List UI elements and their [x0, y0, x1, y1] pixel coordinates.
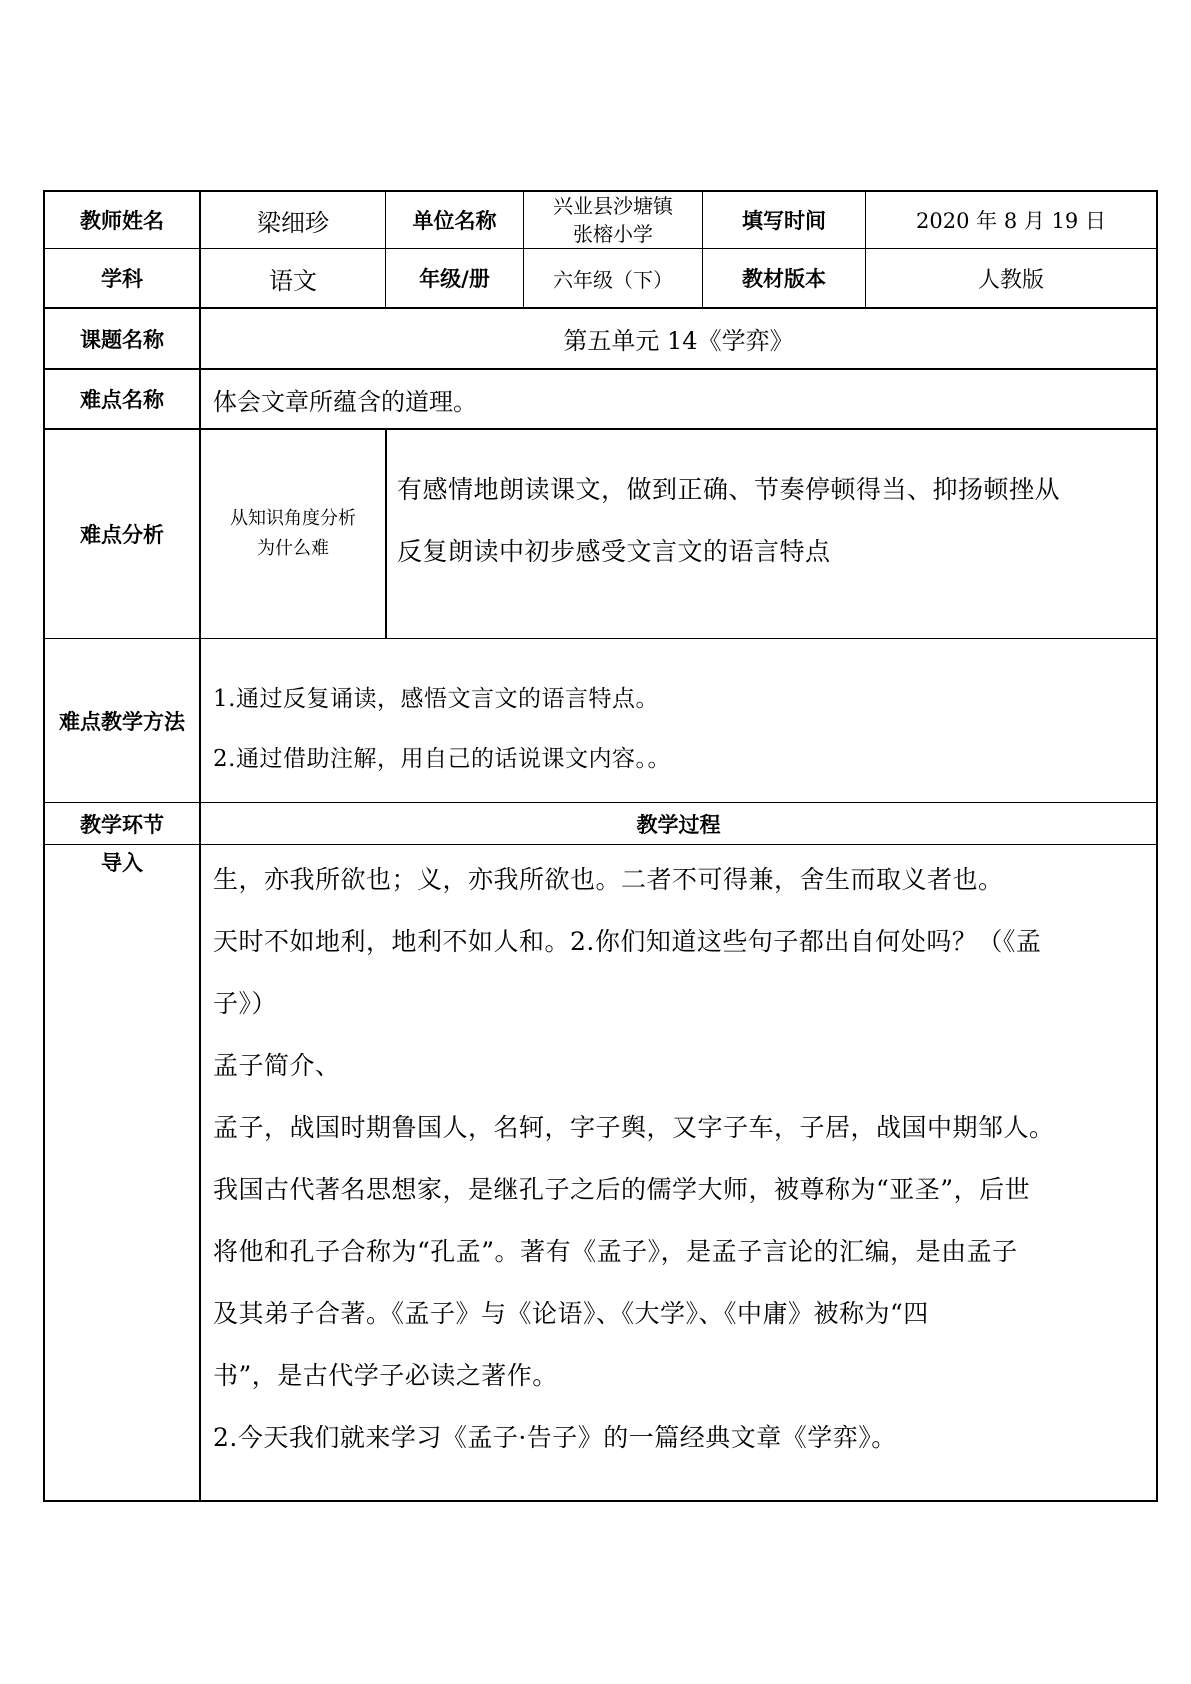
unit-name-line: 张榕小学 — [573, 222, 653, 246]
lesson-title-value: 第五单元 14《学弈》 — [563, 327, 794, 355]
intro-text-line: 及其弟子合著。《孟子》与《论语》、《大学》、《中庸》被称为“四 — [213, 1299, 929, 1328]
lesson-title-label: 课题名称 — [80, 327, 164, 352]
intro-text-line: 孟子，战国时期鲁国人，名轲，字子舆，又字子车，子居，战国中期邹人。 — [213, 1113, 1055, 1142]
intro-text-line: 将他和孔子合称为“孔孟”。著有《孟子》，是孟子言论的汇编，是由孟子 — [213, 1237, 1018, 1266]
analysis-text-line: 有感情地朗读课文，做到正确、节奏停顿得当、抑扬顿挫从 — [397, 475, 1061, 504]
fill-date-value: 2020 年 8 月 19 日 — [916, 209, 1106, 233]
difficulty-label: 难点名称 — [80, 388, 164, 412]
grade-label: 年级/册 — [419, 267, 490, 291]
row-divider — [45, 638, 1156, 639]
fill-date-label: 填写时间 — [742, 209, 826, 233]
row-divider — [45, 844, 1156, 845]
intro-text-line: 书”，是古代学子必读之著作。 — [213, 1361, 558, 1390]
analysis-sub-label-line: 从知识角度分析 — [230, 508, 356, 529]
method-text-line: 1.通过反复诵读，感悟文言文的语言特点。 — [213, 686, 659, 712]
analysis-text-line: 反复朗读中初步感受文言文的语言特点 — [397, 537, 831, 566]
intro-text-line: 生，亦我所欲也；义，亦我所欲也。二者不可得兼，舍生而取义者也。 — [213, 865, 1004, 894]
intro-text-line: 孟子简介、 — [213, 1051, 341, 1080]
intro-label: 导入 — [101, 851, 143, 875]
method-label: 难点教学方法 — [59, 709, 185, 734]
process-header: 教学过程 — [636, 812, 721, 837]
grade-value: 六年级（下） — [553, 267, 673, 292]
intro-text-line: 子》） — [213, 989, 278, 1018]
intro-text-line: 2.今天我们就来学习《孟子·告子》的一篇经典文章《学弈》。 — [213, 1423, 897, 1452]
analysis-sub-label — [201, 430, 385, 638]
intro-text-line: 我国古代著名思想家，是继孔子之后的儒学大师，被尊称为“亚圣”，后世 — [213, 1175, 1031, 1204]
edition-value: 人教版 — [977, 267, 1044, 293]
stage-header: 教学环节 — [80, 812, 164, 837]
difficulty-value: 体会文章所蕴含的道理。 — [213, 387, 477, 416]
analysis-sub-label-line: 为什么难 — [257, 538, 329, 559]
edition-label: 教材版本 — [742, 267, 826, 291]
unit-name-value — [524, 192, 702, 248]
unit-name-line: 兴业县沙塘镇 — [553, 194, 673, 218]
teacher-name-value: 梁细珍 — [257, 208, 329, 237]
column-divider — [385, 430, 387, 638]
intro-text-line: 天时不如地利，地利不如人和。2.你们知道这些句子都出自何处吗？（《孟 — [213, 927, 1042, 956]
column-divider — [199, 192, 201, 1502]
method-text-line: 2.通过借助注解，用自己的话说课文内容。。 — [213, 746, 671, 772]
lesson-plan-table — [43, 190, 1158, 1502]
analysis-label: 难点分析 — [80, 523, 164, 547]
subject-value: 语文 — [269, 266, 317, 295]
unit-name-label: 单位名称 — [412, 209, 497, 233]
subject-label: 学科 — [101, 267, 143, 291]
teacher-name-label: 教师姓名 — [80, 209, 164, 233]
